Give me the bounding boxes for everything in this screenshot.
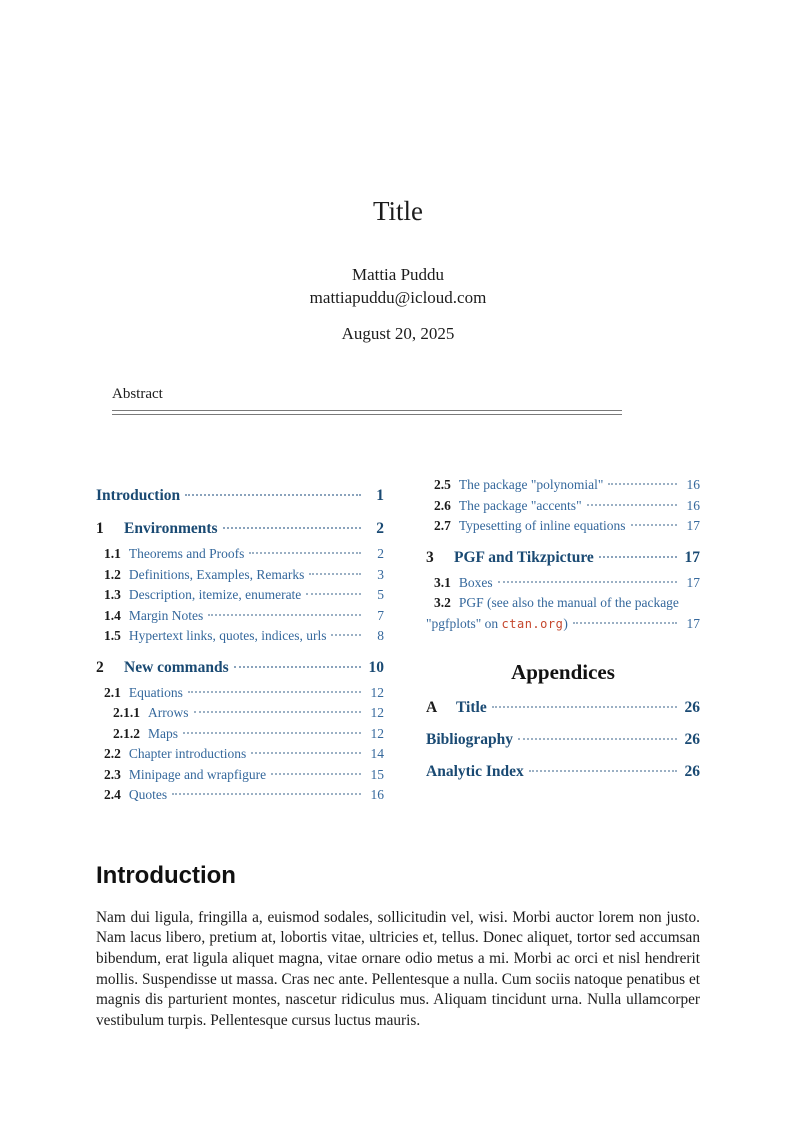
toc-entry-page: 26 [684, 699, 700, 717]
toc-entry-page: 2 [376, 520, 384, 538]
toc-entry-label: Title [456, 699, 487, 717]
toc-entry[interactable] [96, 683, 384, 704]
title-block [96, 195, 700, 344]
toc-entry[interactable] [426, 496, 700, 517]
toc-entry[interactable] [426, 516, 700, 537]
toc-entry-environments[interactable] [96, 517, 384, 541]
toc-entry-number: 1 [96, 520, 104, 538]
toc-entry-page: 12 [370, 725, 384, 741]
toc-leader-dots [183, 732, 361, 734]
toc-entry-number: 2.7 [434, 518, 451, 534]
toc-entry-page: 26 [684, 731, 700, 749]
toc-leader-dots [172, 793, 361, 795]
toc-leader-dots [249, 552, 361, 554]
toc-entry-label: Hypertext links, quotes, indices, urls [128, 628, 327, 644]
toc-entry-number: 1.3 [104, 587, 121, 603]
toc-entry[interactable] [96, 626, 384, 647]
toc-entry[interactable] [96, 785, 384, 806]
toc-entry-label: Margin Notes [128, 607, 204, 623]
toc-entry-number: 2.3 [104, 766, 121, 782]
toc-entry-page: 17 [686, 574, 700, 590]
toc-entry-label: Theorems and Proofs [128, 546, 245, 562]
toc-leader-dots [185, 494, 361, 496]
introduction-section [96, 862, 700, 1032]
toc-entry-page: 17 [686, 615, 700, 631]
toc-entry-page: 15 [370, 766, 384, 782]
toc-leader-dots [498, 581, 677, 583]
toc-entry-number: 2.1.1 [113, 705, 140, 721]
toc-entry-label: Description, itemize, enumerate [128, 587, 302, 603]
toc-entry-label: PGF and Tikzpicture [454, 548, 594, 566]
toc-leader-dots [194, 711, 362, 713]
toc-entry-label: Chapter introductions [128, 746, 247, 762]
toc-entry[interactable] [96, 585, 384, 606]
toc-leader-dots [271, 773, 361, 775]
toc-entry-number: 2 [96, 658, 104, 676]
toc-leader-dots [223, 527, 361, 529]
toc-entry-page: 2 [377, 546, 384, 562]
toc-leader-dots [331, 634, 361, 636]
toc-entry[interactable] [96, 606, 384, 627]
toc-entry-page: 26 [684, 763, 700, 781]
toc-leader-dots [587, 504, 677, 506]
toc-column-right [426, 475, 700, 806]
toc-leader-dots [631, 524, 677, 526]
toc-entry-new-commands[interactable] [96, 656, 384, 680]
toc-entry-number: 1.5 [104, 628, 121, 644]
toc-column-left [96, 475, 384, 806]
toc-entry-page: 17 [684, 548, 700, 566]
toc-entry-page: 8 [377, 628, 384, 644]
toc-entry-page: 12 [370, 705, 384, 721]
toc-entry-page: 7 [377, 607, 384, 623]
toc-leader-dots [599, 556, 677, 558]
toc-entry-number: 2.1.2 [113, 725, 140, 741]
toc-entry-number: 3 [426, 548, 434, 566]
toc-entry-label: Definitions, Examples, Remarks [128, 566, 305, 582]
toc-entry-label: New commands [124, 658, 229, 676]
table-of-contents [96, 475, 700, 806]
toc-leader-dots [234, 666, 361, 668]
toc-entry-number: 2.1 [104, 684, 121, 700]
toc-entry-page: 17 [686, 518, 700, 534]
ctan-org-link[interactable]: ctan.org [501, 616, 564, 631]
toc-entry-pgf-tikzpicture[interactable] [426, 546, 700, 570]
toc-entry-analytic-index[interactable] [426, 761, 700, 783]
toc-entry-label: Arrows [148, 705, 189, 721]
toc-entry-number: 1.1 [104, 546, 121, 562]
introduction-paragraph: Nam dui ligula, fringilla a, euismod sodales, sollicitudin vel, wisi. Morbi auctor lorem non justo. Nam lacus libero, pretium at, lobortis vitae, ultricies et, tellus. Donec aliquet, tortor sed accumsan bibendum, erat ligula aliquet magna, vitae ornare odio metus a mi. Morbi ac orci et nisl hendrerit mollis. Suspendisse ut massa. Cras nec ante. Pellentesque a nulla. Cum sociis natoque penatibus et magnis dis parturient montes, nascetur ridiculus mus. Aliquam tincidunt urna. Nulla ullamcorper vestibulum turpis. Pellentesque cursus luctus mauris. [96, 908, 700, 1029]
toc-entry-number: 1.2 [104, 566, 121, 582]
toc-entry-introduction[interactable] [96, 484, 384, 508]
toc-entry-page: 10 [368, 658, 384, 676]
toc-entry-bibliography[interactable] [426, 729, 700, 751]
toc-entry-label: Boxes [458, 574, 493, 590]
appendices-heading: Appendices [511, 660, 615, 685]
toc-entry[interactable] [426, 475, 700, 496]
toc-entry[interactable] [426, 573, 700, 594]
toc-entry-page: 16 [686, 477, 700, 493]
toc-leader-dots [208, 614, 361, 616]
toc-entry[interactable] [96, 744, 384, 765]
toc-entry[interactable] [96, 724, 384, 745]
toc-entry-line1 [426, 593, 700, 614]
doc-title: Title [372, 196, 424, 226]
toc-entry[interactable] [96, 703, 384, 724]
toc-entry-page: 16 [686, 497, 700, 513]
toc-leader-dots [608, 483, 677, 485]
toc-entry-number: A [426, 699, 438, 717]
toc-entry-pgf-manual[interactable] [426, 593, 700, 634]
toc-leader-dots [518, 738, 677, 740]
toc-leader-dots [188, 691, 361, 693]
toc-leader-dots [309, 573, 361, 575]
toc-entry-label: Equations [128, 684, 183, 700]
toc-entry-label: Quotes [128, 787, 168, 803]
abstract-label: Abstract [112, 386, 163, 403]
toc-entry-number: 2.5 [434, 477, 451, 493]
toc-leader-dots [306, 593, 361, 595]
toc-entry-appendix-title[interactable] [426, 697, 700, 719]
toc-leader-dots [251, 752, 361, 754]
toc-entry[interactable] [96, 565, 384, 586]
author-name: Mattia Puddu [351, 265, 445, 285]
toc-entry-label-text: "pgfplots" on [426, 615, 502, 631]
toc-entry-label: PGF (see also the manual of the package [458, 595, 679, 611]
toc-entry-label: Typesetting of inline equations [458, 518, 626, 534]
author-email: mattiapuddu@icloud.com [309, 288, 487, 308]
toc-leader-dots [573, 622, 677, 624]
toc-entry-label: Introduction [96, 487, 181, 505]
toc-entry-label [426, 614, 568, 635]
toc-entry-label: Minipage and wrapfigure [128, 766, 267, 782]
abstract-rule [112, 410, 622, 415]
toc-entry-label: Environments [124, 520, 218, 538]
toc-entry-number: 3.2 [434, 595, 451, 611]
toc-entry-number: 3.1 [434, 574, 451, 590]
toc-entry-number: 1.4 [104, 607, 121, 623]
toc-entry-number: 2.2 [104, 746, 121, 762]
toc-entry-label: Maps [148, 725, 178, 741]
toc-entry-page: 5 [377, 587, 384, 603]
doc-date: August 20, 2025 [341, 324, 455, 344]
toc-entry-page: 12 [370, 684, 384, 700]
toc-entry-page: 1 [376, 487, 384, 505]
toc-entry-label-text: ) [563, 615, 568, 631]
toc-leader-dots [529, 770, 677, 772]
toc-entry-label: The package "polynomial" [458, 477, 604, 493]
section-heading-introduction: Introduction [96, 861, 236, 889]
toc-entry-number: 2.6 [434, 497, 451, 513]
toc-entry-page: 16 [370, 787, 384, 803]
toc-entry-label: Bibliography [426, 731, 513, 749]
toc-entry-page: 14 [370, 746, 384, 762]
toc-entry-label: The package "accents" [458, 497, 582, 513]
toc-entry[interactable] [96, 544, 384, 565]
toc-entry[interactable] [96, 765, 384, 786]
toc-leader-dots [492, 706, 677, 708]
toc-entry-line2 [426, 614, 700, 635]
toc-entry-label: Analytic Index [426, 763, 524, 781]
toc-entry-page: 3 [377, 566, 384, 582]
toc-entry-number: 2.4 [104, 787, 121, 803]
